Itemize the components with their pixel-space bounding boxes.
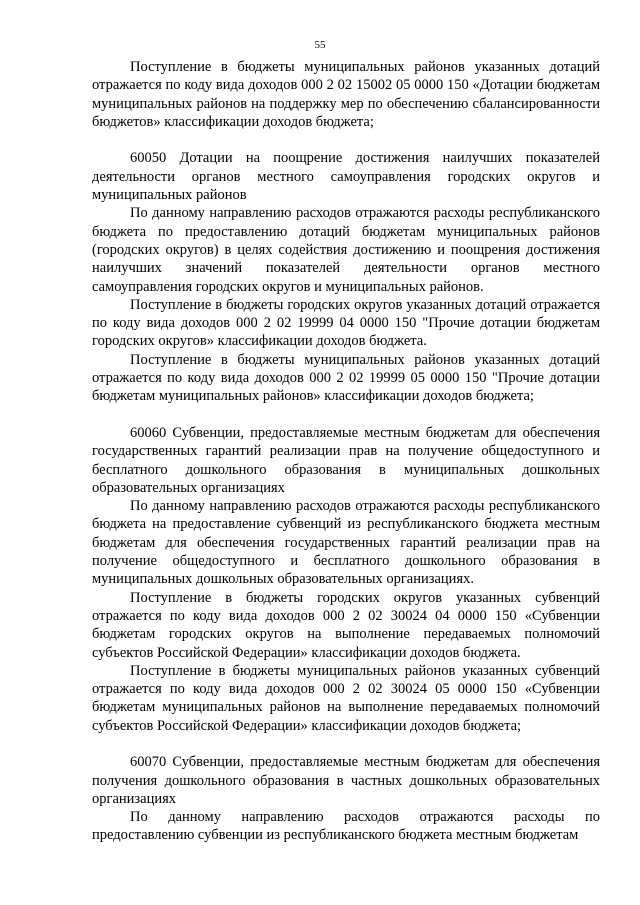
paragraph: По данному направлению расходов отражаются расходы республиканского бюджета на предоставление субвенций из республиканского бюджета местным бюджетам для обеспечения государственных гарантий реализации прав на получение общедоступного и бесплатного дошкольного образования в муниципальных дошкольных образовательных организациях.	[92, 498, 600, 588]
section-heading-60070: 60070 Субвенции, предоставляемые местным бюджетам для обеспечения получения дошкольного образования в частных дошкольных образовательных организациях	[92, 754, 600, 807]
paragraph: Поступление в бюджеты городских округов указанных субвенций отражается по коду вида доходов 000 2 02 30024 04 0000 150 «Субвенции бюджетам городских округов на выполнение передаваемых полномочий субъектов Российской Федерации» классификации доходов бюджета.	[92, 589, 600, 661]
paragraph-spacer	[92, 131, 600, 149]
page-number: 55	[314, 39, 326, 51]
paragraph: Поступление в бюджеты муниципальных районов указанных субвенций отражается по коду вида доходов 000 2 02 30024 05 0000 150 «Субвенции бюджетам муниципальных районов на выполнение передаваемых полномочий субъектов Российской Федерации» классификации доходов бюджета;	[92, 662, 600, 734]
document-body	[92, 58, 600, 845]
paragraph: По данному направлению расходов отражаются расходы по предоставлению субвенции из республиканского бюджета местным бюджетам	[92, 809, 600, 844]
section-heading-60060: 60060 Субвенции, предоставляемые местным бюджетам для обеспечения государственных гарантий реализации прав на получение общедоступного и бесплатного дошкольного образования в муниципальных дошкольных образовательных организациях	[92, 424, 600, 496]
paragraph: Поступление в бюджеты муниципальных районов указанных дотаций отражается по коду вида доходов 000 2 02 19999 05 0000 150 "Прочие дотации бюджетам муниципальных районов» классификации доходов бюджета;	[92, 351, 600, 405]
paragraph: По данному направлению расходов отражаются расходы республиканского бюджета по предоставлению дотаций бюджетам муниципальных районов (городских округов) в целях содействия достижению и поощрения достижения наилучших значений показателей деятельности органов местного самоуправления городских округов и муниципальных районов.	[92, 205, 600, 295]
paragraph: Поступление в бюджеты городских округов указанных дотаций отражается по коду вида доходов 000 2 02 19999 04 0000 150 "Прочие дотации бюджетам городских округов» классификации доходов бюджета.	[92, 296, 600, 350]
paragraph-spacer	[92, 735, 600, 753]
section-heading-60050: 60050 Дотации на поощрение достижения наилучших показателей деятельности органов местного самоуправления городских округов и муниципальных районов	[92, 150, 600, 204]
paragraph-spacer	[92, 406, 600, 424]
paragraph: Поступление в бюджеты муниципальных районов указанных дотаций отражается по коду вида доходов 000 2 02 15002 05 0000 150 «Дотации бюджетам муниципальных районов на поддержку мер по обеспечению сбалансированности бюджетов» классификации доходов бюджета;	[92, 59, 600, 130]
